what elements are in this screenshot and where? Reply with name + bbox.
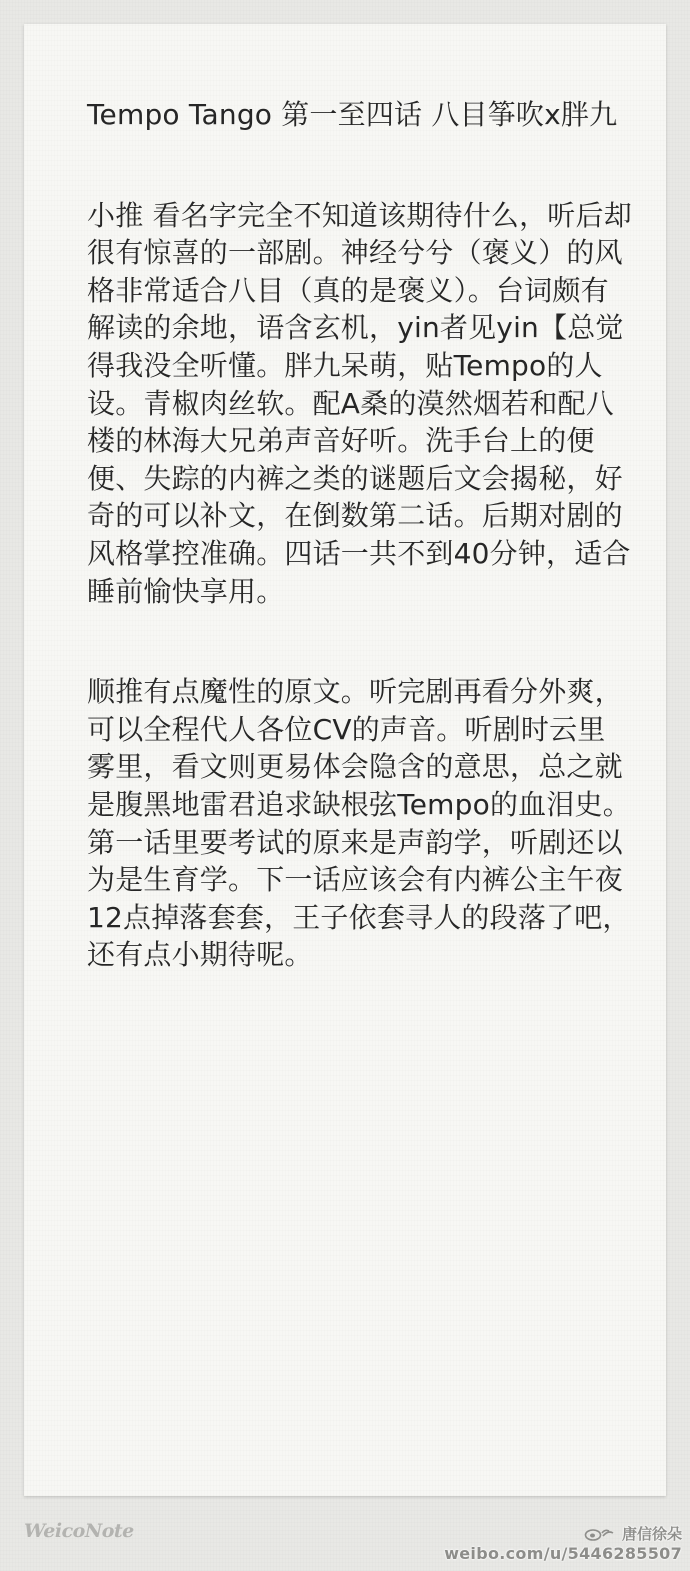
note-body [87, 96, 632, 974]
watermark-name: 唐信徐朵 [621, 1525, 682, 1543]
paragraph-gap [87, 134, 632, 197]
paragraph-gap [87, 610, 632, 673]
note-paragraph-2: 顺推有点魔性的原文。听完剧再看分外爽，可以全程代人各位CV的声音。听剧时云里雾里，看文则更易体会隐含的意思，总之就是腹黑地雷君追求缺根弦Tempo的血泪史。第一话里要考试的原来是声韵学，听剧还以为是生育学。下一话应该会有内裤公主午夜12点掉落套套，王子依套寻人的段落了吧，还有点小期待呢。 [87, 675, 631, 972]
watermark-url: weibo.com/u/5446285507 [444, 1544, 682, 1563]
note-title: Tempo Tango 第一至四话 八目筝吹x胖九 [87, 98, 618, 131]
weibo-icon [584, 1527, 614, 1541]
weiconote-logo: WeicoNote [24, 1520, 134, 1542]
weibo-watermark [444, 1525, 682, 1565]
note-paragraph-1: 小推 看名字完全不知道该期待什么，听后却很有惊喜的一部剧。神经兮兮（褒义）的风格非常适合八目（真的是褒义）。台词颇有解读的余地，语含玄机，yin者见yin【总觉得我没全听懂。胖九呆萌，贴Tempo的人设。青椒肉丝软。配A桑的漠然烟若和配八楼的林海大兄弟声音好听。洗手台上的便便、失踪的内裤之类的谜题后文会揭秘，好奇的可以补文，在倒数第二话。后期对剧的风格掌控准确。四话一共不到40分钟，适合睡前愉快享用。 [87, 198, 632, 608]
